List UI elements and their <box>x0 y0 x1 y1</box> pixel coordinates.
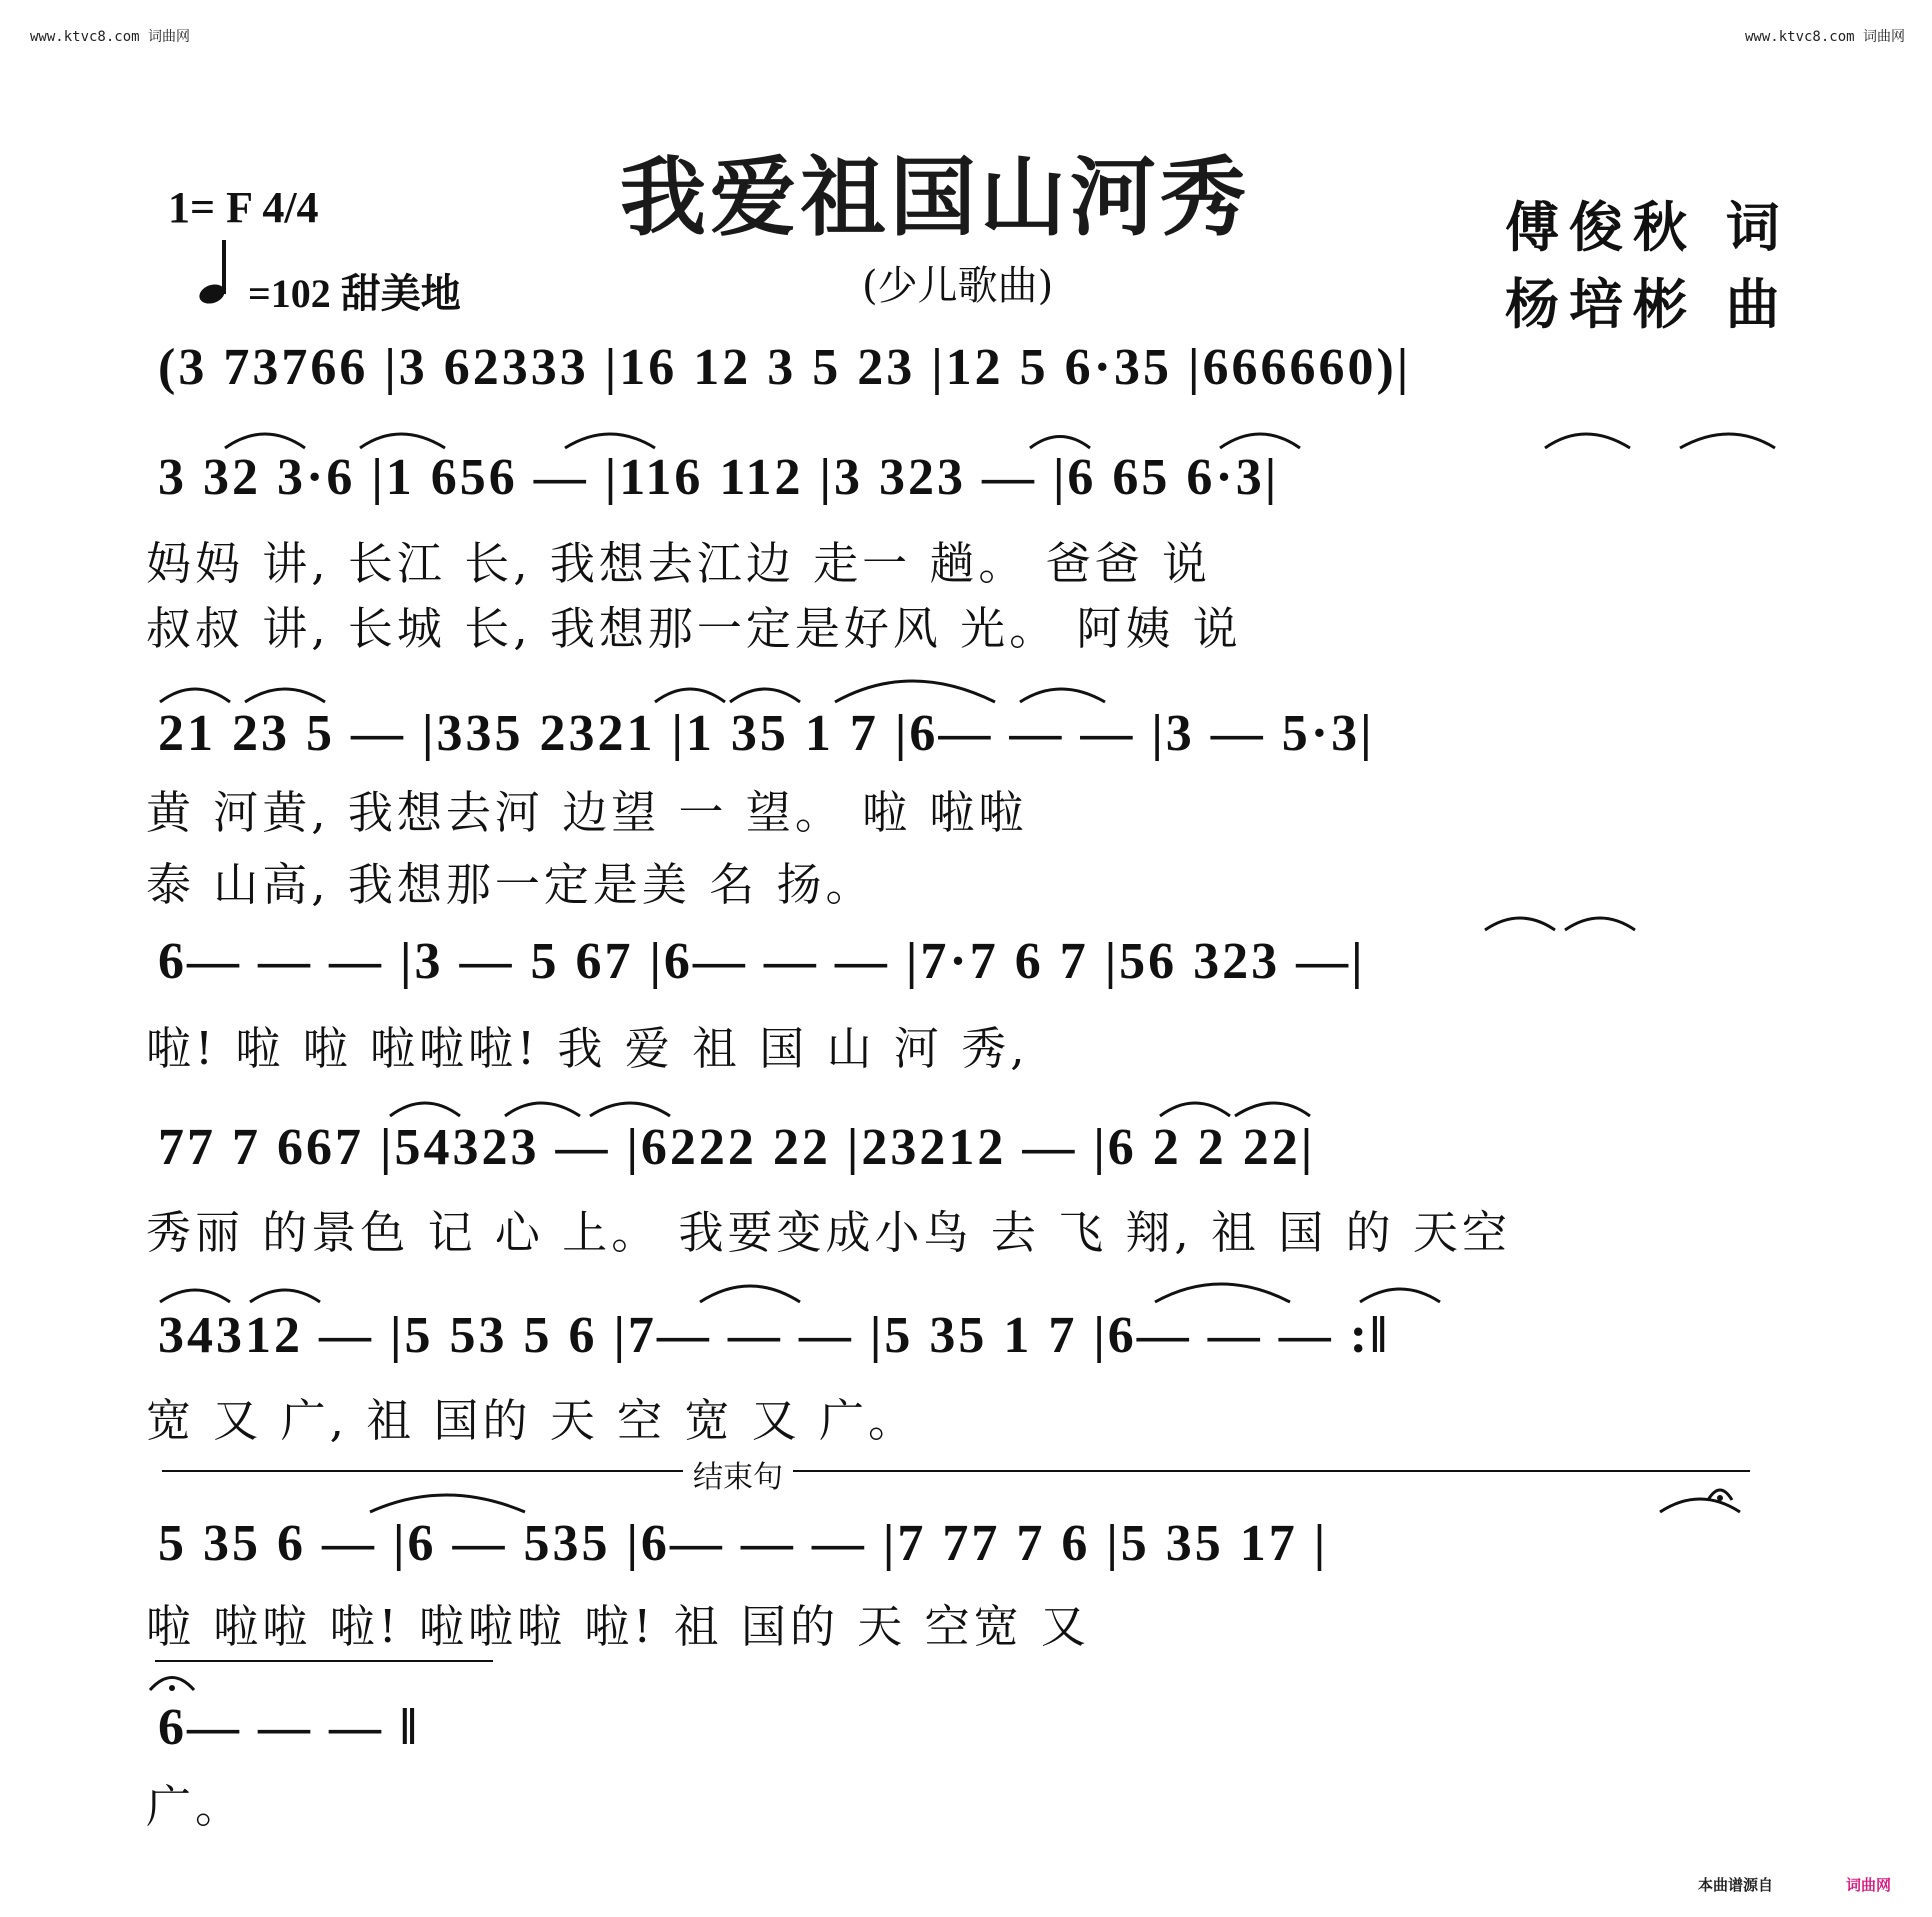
footer-site-link[interactable]: 词曲网 <box>1846 1876 1892 1894</box>
score-row-3-notes: 21 23 5 — |335 2321 |1 35 1 7 |6— — — |3 — 5·3| <box>158 705 1375 762</box>
lyricist-credit: 傅俊秋 词 <box>1505 195 1790 259</box>
score-row-2-lyrics-verse-2: 叔叔 讲, 长城 长, 我想那一定是好风 光。 阿姨 说 <box>146 602 1242 655</box>
score-row-8-notes: 6— — — ‖ <box>158 1699 420 1756</box>
score-row-6-lyrics: 宽 又 广, 祖 国的 天 空 宽 又 广。 <box>146 1394 918 1447</box>
score-row-4-notes: 6— — — |3 — 5 67 |6— — — |7·7 6 7 |56 323 —| <box>158 933 1366 990</box>
coda-label: 结束句 <box>683 1452 793 1496</box>
score-row-5-notes: 77 7 667 |54323 — |6222 22 |23212 — |6 2 2 22| <box>158 1119 1316 1176</box>
score-row-2-lyrics-verse-1: 妈妈 讲, 长江 长, 我想去江边 走一 趟。 爸爸 说 <box>146 537 1212 590</box>
tempo-marking: =102 甜美地 <box>248 271 461 316</box>
footer-source-label: 本曲谱源自 <box>1698 1876 1774 1894</box>
composer-credit: 杨培彬 曲 <box>1505 272 1790 336</box>
score-row-8-lyrics: 广。 <box>146 1780 245 1833</box>
score-row-1-notes: (3 73766 |3 62333 |16 12 3 5 23 |12 5 6·35 |666660)| <box>158 339 1412 396</box>
score-row-6-notes: 34312 — |5 53 5 6 |7— — — |5 35 1 7 |6— — — :‖ <box>158 1307 1390 1364</box>
song-subtitle: (少儿歌曲) <box>862 263 1054 309</box>
score-row-5-lyrics: 秀丽 的景色 记 心 上。 我要变成小鸟 去 飞 翔, 祖 国 的 天空 <box>146 1206 1511 1259</box>
song-title: 我爱祖国山河秀 <box>620 147 1250 248</box>
score-row-2-notes: 3 32 3·6 |1 656 — |116 112 |3 323 — |6 65 6·3| <box>158 449 1280 506</box>
key-signature: 1= F 4/4 <box>168 183 319 232</box>
watermark-left: www.ktvc8.com 词曲网 <box>30 29 191 45</box>
score-row-4-lyrics: 啦! 啦 啦 啦啦啦! 我 爱 祖 国 山 河 秀, <box>146 1022 1029 1075</box>
score-row-7-lyrics: 啦 啦啦 啦! 啦啦啦 啦! 祖 国的 天 空宽 又 <box>146 1600 1090 1653</box>
score-row-3-lyrics-verse-2: 泰 山高, 我想那一定是美 名 扬。 <box>146 858 875 911</box>
score-row-3-lyrics-verse-1: 黄 河黄, 我想去河 边望 一 望。 啦 啦啦 <box>146 786 1028 839</box>
watermark-right: www.ktvc8.com 词曲网 <box>1745 29 1906 45</box>
score-row-7-notes: 5 35 6 — |6 — 535 |6— — — |7 77 7 6 |5 35 17 | <box>158 1515 1329 1572</box>
